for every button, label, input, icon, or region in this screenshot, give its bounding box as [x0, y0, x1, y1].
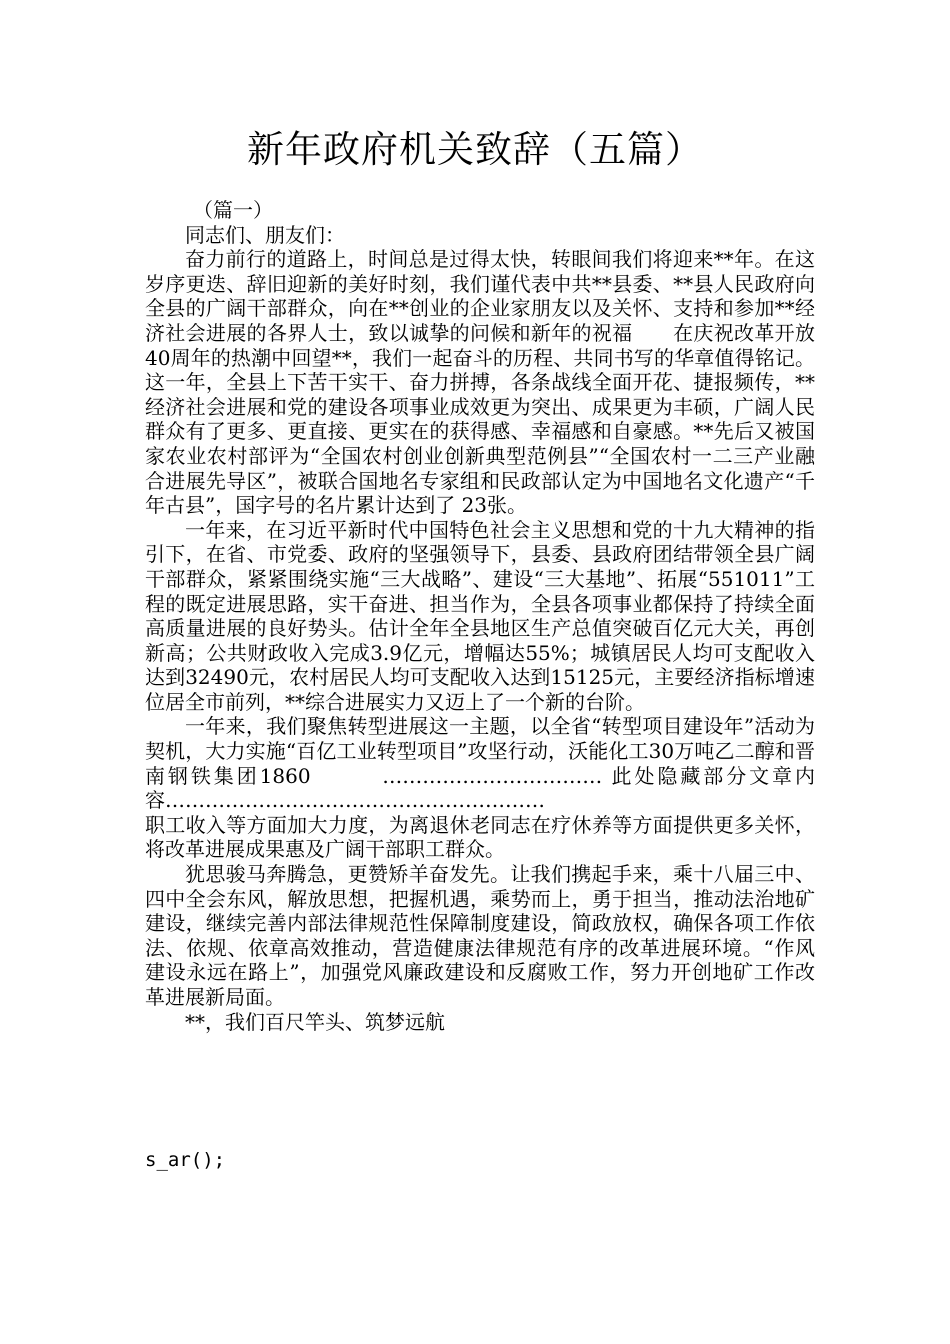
paragraph-3-truncated: 一年来，我们聚焦转型进展这一主题，以全省“转型项目建设年”活动为契机，大力实施“百亿工业转型项目”攻坚行动，沃能化工30万吨乙二醇和晋南钢铁集团1860 …………………………… 此处隐藏部分文章内容…………………………………………………: [145, 714, 815, 813]
document-body: [145, 198, 815, 1034]
paragraph-6: **，我们百尺竿头、筑梦远航: [185, 1009, 445, 1034]
greeting: 同志们、朋友们：: [185, 222, 345, 247]
paragraph-5: 犹思骏马奔腾急，更赞矫羊奋发先。让我们携起手来，乘十八届三中、四中全会东风，解放思想，把握机遇，乘势而上，勇于担当，推动法治地矿建设，继续完善内部法律规范性保障制度建设，简政放权，确保各项工作依法、依规、依章高效推动，营造健康法律规范有序的改革进展环境。“作风建设永远在路上”，加强党风廉政建设和反腐败工作，努力开创地矿工作改革进展新局面。: [145, 862, 815, 1009]
document-title: 新年政府机关致辞（五篇）: [247, 128, 703, 171]
section-label: （篇一）: [193, 198, 273, 222]
paragraph-4: 职工收入等方面加大力度，为离退休老同志在疗休养等方面提供更多关怀，将改革进展成果惠及广阔干部职工群众。: [145, 812, 815, 862]
paragraph-1: 奋力前行的道路上，时间总是过得太快，转眼间我们将迎来**年。在这岁序更迭、辞旧迎新的美好时刻，我们谨代表中共**县委、**县人民政府向全县的广阔干部群众，向在**创业的企业家朋友以及关怀、支持和参加**经济社会进展的各界人士，致以诚挚的问候和新年的祝福 在庆祝改革开放40周年的热潮中回望**，我们一起奋斗的历程、共同书写的华章值得铭记。这一年，全县上下苦干实干、奋力拼搏，各条战线全面开花、捷报频传，**经济社会进展和党的建设各项事业成效更为突出、成果更为丰硕，广阔人民群众有了更多、更直接、更实在的获得感、幸福感和自豪感。**先后又被国家农业农村部评为“全国农村创业创新典型范例县”“全国农村一二三产业融合进展先导区”，被联合国地名专家组和民政部认定为中国地名文化遗产“千年古县”，国字号的名片累计达到了 23张。: [145, 247, 815, 518]
script-code-line: s_ar();: [145, 1149, 226, 1171]
paragraph-2: 一年来，在习近平新时代中国特色社会主义思想和党的十九大精神的指引下，在省、市党委、政府的坚强领导下，县委、县政府团结带领全县广阔干部群众，紧紧围绕实施“三大战略”、建设“三大基地”、拓展“551011”工程的既定进展思路，实干奋进、担当作为，全县各项事业都保持了持续全面高质量进展的良好势头。估计全年全县地区生产总值突破百亿元大关，再创新高；公共财政收入完成3.9亿元，增幅达55%；城镇居民人均可支配收入达到32490元，农村居民人均可支配收入达到15125元，主要经济指标增速位居全市前列，**综合进展实力又迈上了一个新的台阶。: [145, 517, 815, 714]
